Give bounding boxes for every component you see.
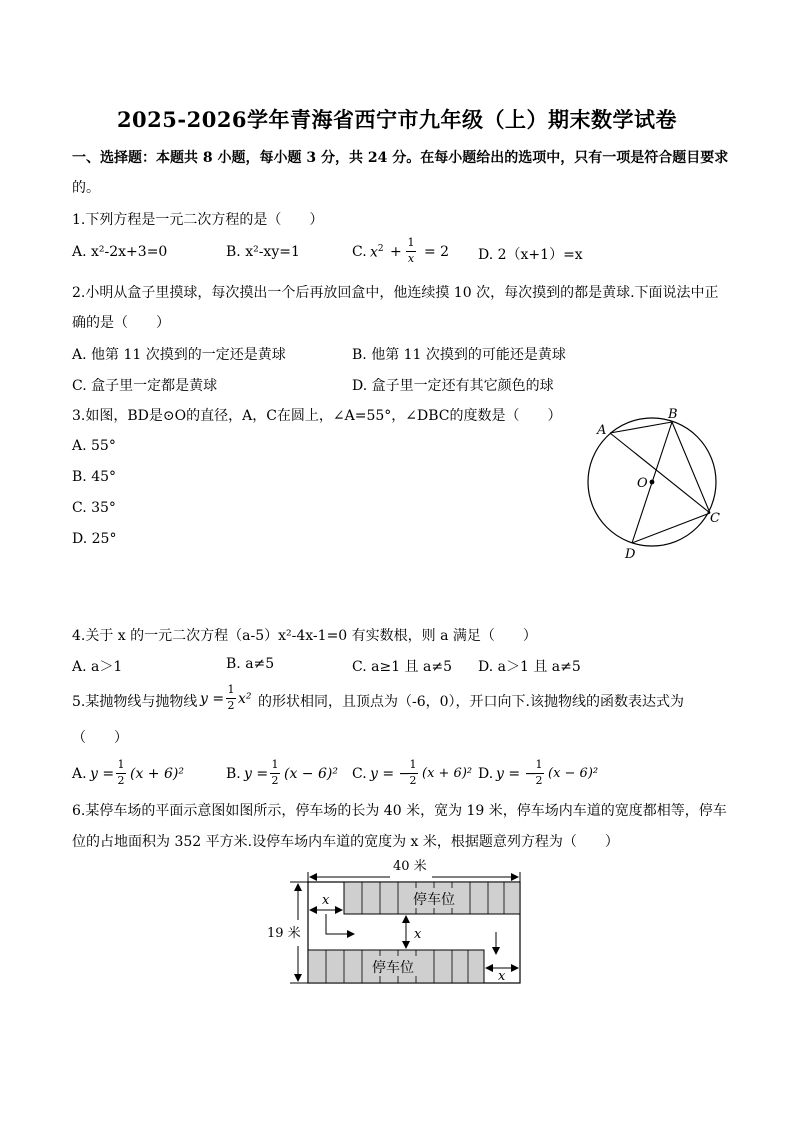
x-label-middle: x	[414, 927, 422, 942]
q4-option-b: B. a≠5	[226, 656, 275, 672]
q5-stem-y: y =	[200, 691, 225, 707]
segment-bc	[672, 422, 710, 513]
label-c: C	[710, 511, 720, 526]
x-label-bottom-right: x	[498, 969, 506, 984]
q3-stem: 3.如图，BD是⊙O的直径，A，C在圆上，∠A=55°，∠DBC的度数是（ ）	[72, 408, 562, 424]
label-d: D	[625, 547, 636, 562]
q1-c-plus: +	[390, 244, 402, 260]
q5-stem-den: 2	[227, 699, 235, 712]
page-title: 2025-2026学年青海省西宁市九年级（上）期末数学试卷	[116, 107, 678, 132]
q3-circle-figure	[580, 400, 730, 570]
q5-b-post: (x − 6)²	[284, 766, 338, 782]
label-a: A	[597, 423, 607, 438]
q5-d-pre: y = −	[496, 766, 537, 782]
q2-option-b: B. 他第 11 次摸到的可能还是黄球	[352, 347, 566, 363]
q6-parking-figure	[260, 850, 540, 1000]
section-heading-line1: 一、选择题：本题共 8 小题，每小题 3 分，共 24 分。在每小题给出的选项中，只有一项是符合题目要求	[72, 150, 729, 166]
q6-stem-line2: 位的占地面积为 352 平方米.设停车场内车道的宽度为 x 米，根据题意列方程为（ ）	[72, 834, 619, 850]
q5-option-d	[478, 758, 618, 788]
q5-stem	[72, 683, 732, 717]
q2-stem-line1: 2.小明从盒子里摸球，每次摸出一个后再放回盒中，他连续摸 10 次，每次摸到的都是黄球.下面说法中正	[72, 285, 719, 301]
q5-stem-pre: 5.某抛物线与抛物线	[72, 694, 198, 710]
q5-d-den: 2	[535, 774, 543, 787]
q5-c-num: 1	[409, 758, 417, 771]
q5-d-num: 1	[535, 758, 543, 771]
q1-c-num: 1	[407, 236, 415, 249]
q1-c-eq: = 2	[424, 244, 450, 260]
q5-stem-num: 1	[227, 683, 235, 696]
q5-option-c	[352, 758, 477, 788]
q5-c-label: C.	[352, 766, 367, 782]
q4-option-a: A. a＞1	[72, 659, 123, 675]
label-o: O	[637, 476, 648, 491]
parking-label-top: 停车位	[413, 892, 455, 908]
q5-a-pre: y =	[90, 766, 115, 782]
q1-option-b: B. x²-xy=1	[226, 244, 300, 260]
segment-dc	[632, 513, 710, 543]
parking-row-bottom	[308, 950, 484, 983]
q1-option-d: D. 2（x+1）=x	[478, 247, 583, 263]
q4-option-d: D. a＞1 且 a≠5	[478, 659, 581, 675]
q1-option-a: A. x²-2x+3=0	[72, 244, 168, 260]
q5-a-label: A.	[72, 766, 87, 782]
dim-19-label: 19 米	[267, 926, 301, 941]
parking-row-top	[344, 882, 520, 914]
q2-option-a: A. 他第 11 次摸到的一定还是黄球	[72, 347, 286, 363]
q5-option-b	[226, 758, 351, 788]
section-heading-line2: 的。	[72, 180, 100, 196]
q5-a-post: (x + 6)²	[130, 766, 184, 782]
q5-d-post: (x − 6)²	[548, 766, 599, 781]
q4-stem: 4.关于 x 的一元二次方程（a-5）x²-4x-1=0 有实数根，则 a 满足（ ）	[72, 628, 537, 644]
q1-c-x: $x^2$	[370, 244, 384, 261]
q5-option-a	[72, 758, 222, 788]
parking-label-bottom: 停车位	[372, 960, 414, 976]
q5-stem-post: 的形状相同，且顶点为（-6，0），开口向下.该抛物线的函数表达式为	[258, 694, 684, 710]
q3-option-c: C. 35°	[72, 500, 116, 516]
x-label-top-left: x	[322, 893, 330, 908]
q1-c-label: C.	[352, 244, 367, 260]
q6-stem-line1: 6.某停车场的平面示意图如图所示，停车场的长为 40 米，宽为 19 米，停车场内车道的宽度都相等，停车	[72, 803, 727, 819]
q2-stem-line2: 确的是（ ）	[72, 315, 170, 331]
q3-option-a: A. 55°	[72, 438, 116, 454]
q5-a-num: 1	[117, 758, 125, 771]
q5-b-pre: y =	[244, 766, 269, 782]
q4-option-c: C. a≥1 且 a≠5	[352, 659, 452, 675]
q2-option-c: C. 盒子里一定都是黄球	[72, 378, 218, 394]
q5-b-den: 2	[271, 774, 279, 787]
q5-stem-x2: x²	[238, 691, 252, 707]
q5-stem-line2: （ ）	[72, 730, 128, 746]
q5-c-den: 2	[409, 774, 417, 787]
q5-c-pre: y = −	[370, 766, 411, 782]
q1-c-den: x	[407, 252, 415, 265]
q5-a-den: 2	[117, 774, 125, 787]
q3-option-b: B. 45°	[72, 469, 117, 485]
q5-c-post: (x + 6)²	[422, 766, 473, 781]
label-b: B	[668, 407, 678, 422]
dim-40-label: 40 米	[393, 859, 427, 874]
q5-d-label: D.	[478, 766, 494, 782]
q1-stem: 1.下列方程是一元二次方程的是（ ）	[72, 212, 324, 228]
center-dot	[650, 480, 655, 485]
segment-ac	[610, 433, 710, 513]
q5-b-label: B.	[226, 766, 241, 782]
lane-arrow-left	[326, 914, 354, 934]
q3-option-d: D. 25°	[72, 531, 117, 547]
q2-option-d: D. 盒子里一定还有其它颜色的球	[352, 378, 554, 394]
q5-b-num: 1	[271, 758, 279, 771]
